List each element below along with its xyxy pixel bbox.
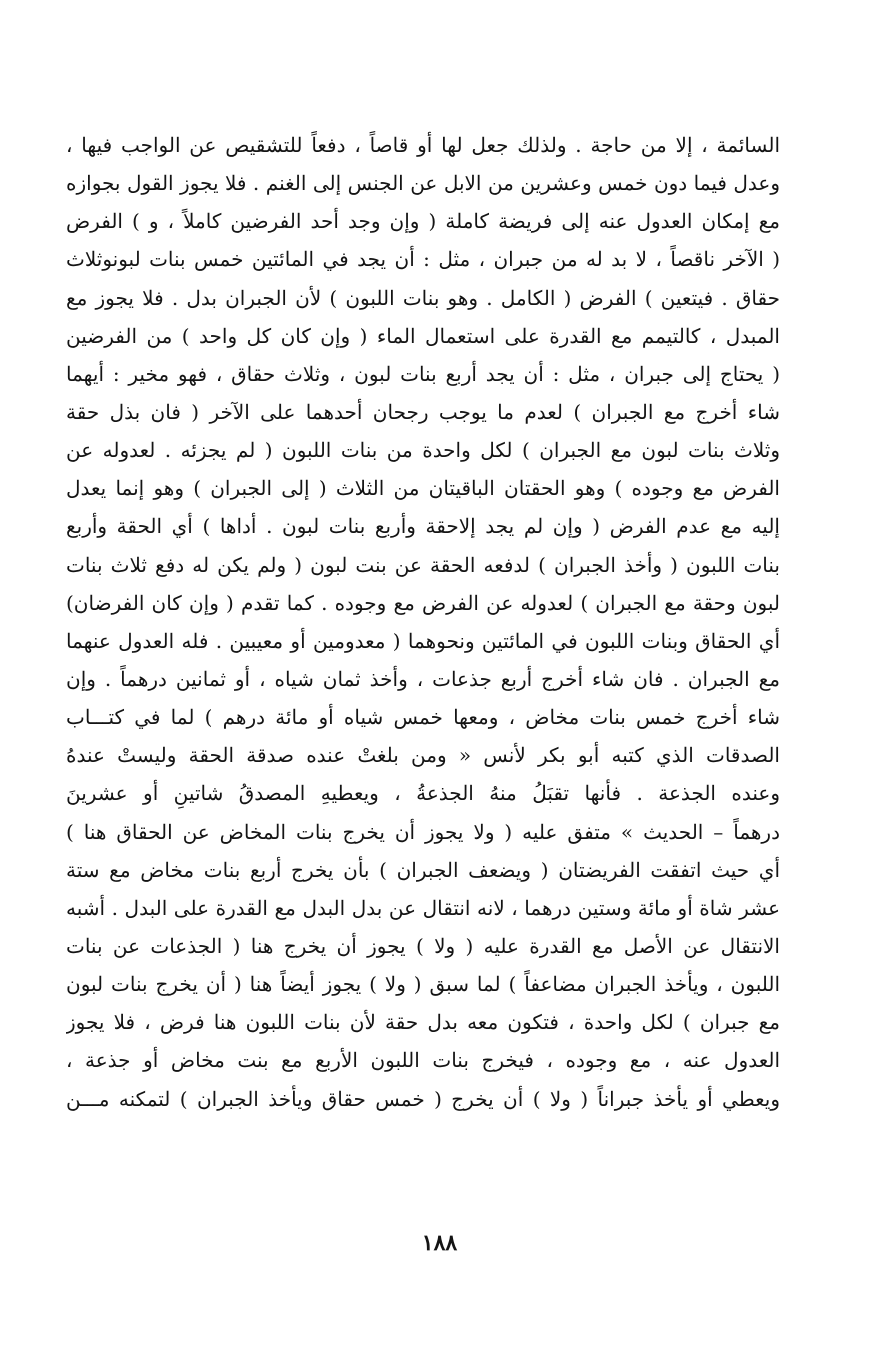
text-line: شاء أخرج مع الجبران ) لعدم ما يوجب رجحان أحدهما على الآخر ( فان بذل حقة: [66, 399, 780, 424]
text-line: الانتقال عن الأصل مع القدرة عليه ( ولا ) يجوز أن يخرج هنا ( الجذعات عن بنات: [66, 933, 780, 958]
text-line: وثلاث بنات لبون مع الجبران ) لكل واحدة من بنات اللبون ( لم يجزئه . لعدوله عن: [66, 438, 780, 463]
text-line: إليه مع عدم الفرض ( وإن لم يجد إلاحقة وأربع بنات لبون . أداها ) أي الحقة وأربع: [66, 514, 780, 539]
text-line: وعدل فيما دون خمس وعشرين من الابل عن الجنس إلى الغنم . فلا يجوز القول بجوازه: [66, 171, 780, 196]
text-line: وعنده الجذعة . فأنها تقبَلُ منهُ الجذعةُ ، ويعطيهِ المصدقُ شاتينِ أو عشرينَ: [66, 781, 780, 806]
text-line: ويعطي أو يأخذ جبراناً ( ولا ) أن يخرج ( خمس حقاق ويأخذ الجبران ) لتمكنه مـــن: [66, 1086, 780, 1111]
text-line: أي حيث اتفقت الفريضتان ( ويضعف الجبران ) بأن يخرج أربع بنات مخاض مع ستة: [66, 857, 780, 882]
text-line: درهماً – الحديث » متفق عليه ( ولا يجوز أن يخرج بنات المخاض عن الحقاق هنا ): [66, 819, 780, 844]
text-line: مع إمكان العدول عنه إلى فريضة كاملة ( وإن وجد أحد الفرضين كاملاً ، و ) الفرض: [66, 209, 780, 234]
text-line: لبون وحقة مع الجبران ) لعدوله عن الفرض مع وجوده . كما تقدم ( وإن كان الفرضان): [66, 590, 780, 615]
text-line: السائمة ، إلا من حاجة . ولذلك جعل لها أو قاصاً ، دفعاً للتشقيص عن الواجب فيها ،: [66, 133, 780, 157]
text-line: أي الحقاق وبنات اللبون في المائتين ونحوهما ( معدومين أو معيبين . فله العدول عنهما: [66, 628, 780, 653]
text-line: مع الجبران . فان شاء أخرج أربع جذعات ، وأخذ ثمان شياه ، أو ثمانين درهماً . وإن: [66, 666, 780, 691]
text-line: الفرض مع وجوده ) وهو الحقتان الباقيتان من الثلاث ( إلى الجبران ) وهو إنما يعدل: [66, 476, 780, 501]
text-line: شاء أخرج خمس بنات مخاض ، ومعها خمس شياه أو مائة درهم ) لما في كتـــاب: [66, 705, 780, 730]
text-line: اللبون ، ويأخذ الجبران مضاعفاً ) لما سبق ( ولا ) يجوز أيضاً هنا ( أن يخرج بنات لبون: [66, 972, 780, 997]
text-line: عشر شاة أو مائة وستين درهما ، لانه انتقال عن بدل البدل مع القدرة على البدل . أشبه: [66, 895, 780, 920]
text-line: ( يحتاج إلى جبران ، مثل : أن يجد أربع بنات لبون ، وثلاث حقاق ، فهو مخير : أيهما: [66, 361, 780, 386]
page-number: ١٨٨: [421, 1230, 458, 1256]
text-line: بنات اللبون ( وأخذ الجبران ) لدفعه الحقة عن بنت لبون ( ولم يكن له دفع ثلاث بنات: [66, 552, 780, 577]
text-line: الصدقات الذي كتبه أبو بكر لأنس « ومن بلغتْ عنده صدقة الحقة وليستْ عندهُ: [66, 743, 780, 768]
text-line: المبدل ، كالتيمم مع القدرة على استعمال الماء ( وإن كان كل واحد ) من الفرضين: [66, 323, 780, 348]
text-line: حقاق . فيتعين ) الفرض ( الكامل . وهو بنات اللبون ) لأن الجبران بدل . فلا يجوز مع: [66, 285, 780, 310]
text-line: ( الآخر ناقصاً ، لا بد له من جبران ، مثل : أن يجد في المائتين خمس بنات لبونوثلاث: [66, 247, 780, 272]
text-line: العدول عنه ، مع وجوده ، فيخرج بنات اللبون الأربع مع بنت مخاض أو جذعة ،: [66, 1048, 780, 1073]
text-line: مع جبران ) لكل واحدة ، فتكون معه بدل حقة لأن بنات اللبون هنا فرض ، فلا يجوز: [66, 1010, 780, 1035]
body-text: [66, 126, 780, 1118]
